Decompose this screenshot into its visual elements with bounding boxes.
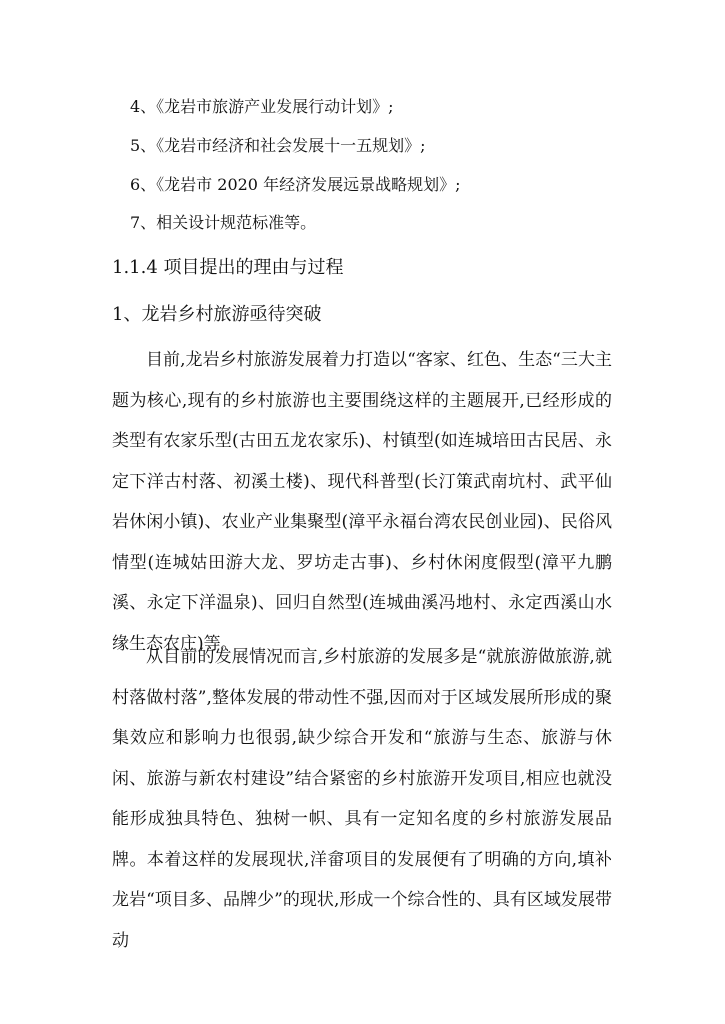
body-paragraph: 目前,龙岩乡村旅游发展着力打造以“客家、红色、生态“三大主题为核心,现有的乡村旅游也主要围绕这样的主题展开,已经形成的类型有农家乐型(古田五龙农家乐)、村镇型(如连城培田古民居、永定下洋古村落、初溪土楼)、现代科普型(长汀策武南坑村、武平仙岩休闲小镇)、农业产业集聚型(漳平永福台湾农民创业园)、民俗风情型(连城姑田游大龙、罗坊走古事)、乡村休闲度假型(漳平九鹏溪、永定下洋温泉)、回归自然型(连城曲溪冯地村、永定西溪山水缘生态农庄)等。 bbox=[112, 350, 612, 654]
reference-item: 4、《龙岩市旅游产业发展行动计划》; bbox=[130, 97, 394, 116]
reference-item: 5、《龙岩市经济和社会发展十一五规划》; bbox=[130, 136, 426, 155]
subsection-heading: 1、龙岩乡村旅游亟待突破 bbox=[112, 304, 322, 325]
reference-item: 6、《龙岩市 2020 年经济发展远景战略规划》; bbox=[130, 175, 461, 194]
section-heading: 1.1.4 项目提出的理由与过程 bbox=[112, 257, 344, 278]
body-paragraph: 从目前的发展情况而言,乡村旅游的发展多是“就旅游做旅游,就村落做村落”,整体发展的带动性不强,因而对于区域发展所形成的聚集效应和影响力也很弱,缺少综合开发和“旅游与生态、旅游与休闲、旅游与新农村建设”结合紧密的乡村旅游开发项目,相应也就没能形成独具特色、独树一帜、具有一定知名度的乡村旅游发展品牌。本着这样的发展现状,洋畲项目的发展便有了明确的方向,填补龙岩“项目多、品牌少”的现状,形成一个综合性的、具有区域发展带动 bbox=[112, 647, 612, 951]
reference-item: 7、相关设计规范标准等。 bbox=[130, 213, 317, 232]
